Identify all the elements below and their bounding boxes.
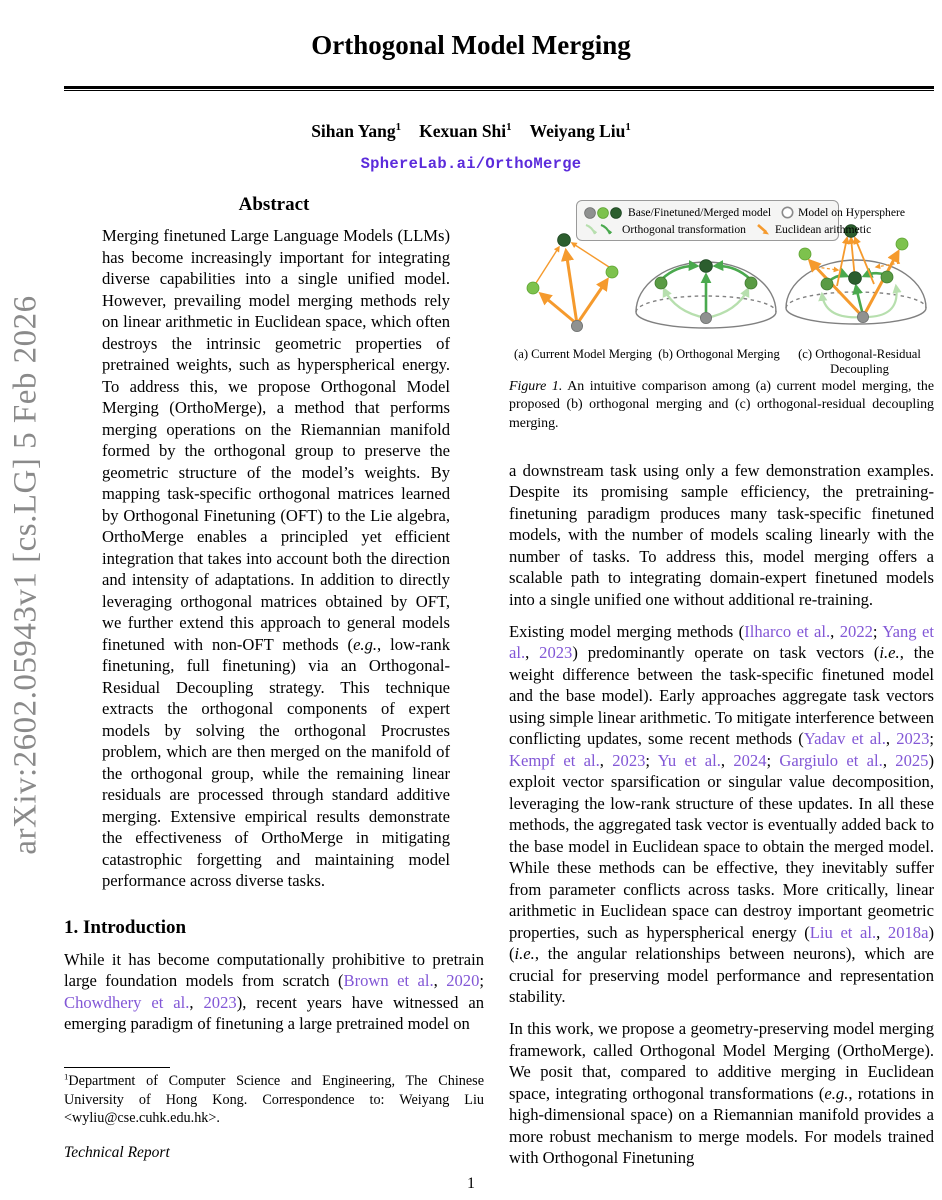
- right-paragraph-3: In this work, we propose a geometry-preserving model merging framework, called Orthogonal Model Merging (OrthoMerge). We posit that, compared to additive merging in Euclidean space, integrating orthogonal transformations (e.g., rotations in high-dimensional space) on a Riemannian manifold provides a more robust mechanism to merge models. For models trained with Orthogonal Finetuning: [509, 1019, 934, 1168]
- project-link[interactable]: SphereLab.ai/OrthoMerge: [360, 155, 582, 173]
- panel-c-label: (c) Orthogonal-Residual Decoupling: [798, 347, 921, 376]
- abstract-heading: Abstract: [238, 194, 310, 215]
- left-column: [64, 194, 484, 1162]
- section-heading-introduction: 1. Introduction: [64, 916, 187, 938]
- right-paragraph-2: Existing model merging methods (Ilharco et al., 2022; Yang et al., 2023) predominantly operate on task vectors (i.e., the weight difference between the task-specific finetuned model and the base model). Early approaches aggregate task vectors using simple linear arithmetic. To mitigate interference between conflicting updates, some recent methods (Yadav et al., 2023; Kempf et al., 2023; Yu et al., 2024; Gargiulo et al., 2025) exploit vector sparsification or singular value decomposition, leveraging the low-rank structure of these updates. In all these methods, the aggregated task vector is eventually added back to the base model in Euclidean space to obtain the merged model. While these methods can be effective, they inevitably suffer from parameter conflicts across tasks. More critically, linear arithmetic in Euclidean space can destroy important geometric properties, such as hyperspherical energy (Liu et al., 2018a) (i.e., the angular relationships between neurons), which are crucial for preserving model performance and representation stability.: [509, 621, 935, 1007]
- legend-euclidean-label: Euclidean arithmetic: [774, 223, 872, 236]
- figure-1: [509, 200, 934, 433]
- orthogonal-transform-arrows-icon: [584, 223, 618, 236]
- legend-row-arrows: [584, 223, 872, 236]
- figure-legend: [576, 200, 905, 241]
- legend-hypersphere-label: Model on Hypersphere: [798, 206, 905, 219]
- right-column: [509, 194, 935, 1168]
- figure-panel-labels: [509, 347, 934, 376]
- authors-line: Sihan Yang$^1$ Kexuan Shi$^1$ Weiyang Liu$^1$: [311, 121, 631, 141]
- hypersphere-circle-icon: [781, 206, 794, 219]
- figure-1-diagram: [509, 224, 934, 349]
- model-dots-icon: [584, 207, 624, 219]
- arxiv-watermark: arXiv:2602.05943v1 [cs.LG] 5 Feb 2026: [7, 295, 44, 855]
- panel-b-orthogonal-merging: [636, 260, 776, 328]
- panel-b-label: (b) Orthogonal Merging: [658, 347, 780, 361]
- legend-orthogonal-label: Orthogonal transformation: [622, 223, 746, 236]
- legend-models-label: Base/Finetuned/Merged model: [628, 206, 772, 219]
- paper-header: [0, 0, 942, 173]
- right-paragraph-1: a downstream task using only a few demonstration examples. Despite its promising sample efficiency, the pretraining-finetuning paradigm produces many task-specific finetuned models, with the number of models scaling linearly with the number of tasks. To address this, model merging offers a scalable path to integrating domain-expert finetuned models into a single unified one without additional re-training.: [509, 460, 934, 609]
- panel-a-current-merging: [527, 234, 618, 332]
- page-title: Orthogonal Model Merging: [311, 30, 631, 60]
- two-column-body: [64, 194, 935, 1168]
- legend-row-models: [584, 206, 905, 219]
- footnote-block: [64, 1067, 484, 1162]
- footnote-text: $^1$Department of Computer Science and Engineering, The Chinese University of Hong Kong. Correspondence to: Weiyang Liu <wyliu@cse.cuhk.edu.hk>.: [64, 1071, 484, 1126]
- figure-caption: Figure 1. An intuitive comparison among (a) current model merging, the proposed (b) orthogonal merging and (c) orthogonal-residual decoupling merging.: [509, 379, 935, 431]
- intro-paragraph: While it has become computationally prohibitive to pretrain large foundation models from scratch (Brown et al., 2020; Chowdhery et al., 2023), recent years have witnessed an emerging paradigm of finetuning a large pretrained model on: [64, 949, 485, 1033]
- page-number: 1: [467, 1175, 475, 1192]
- euclidean-arrow-icon: [756, 223, 771, 236]
- title-rule: [64, 86, 934, 91]
- footnote-rule: [64, 1067, 170, 1068]
- panel-a-label: (a) Current Model Merging: [514, 347, 652, 361]
- abstract-text: Merging finetuned Large Language Models (LLMs) has become increasingly important for integrating diverse capabilities into a single unified model. However, prevailing model merging methods rely on linear arithmetic in Euclidean space, which often destroys the intrinsic geometric properties of pretrained weights, such as hyperspherical energy. To address this, we propose Orthogonal Model Merging (OrthoMerge), a method that performs merging operations on the Riemannian manifold formed by the orthogonal group to preserve the geometric structure of the model’s weights. By mapping task-specific orthogonal matrices learned by Orthogonal Finetuning (OFT) to the Lie algebra, OrthoMerge enables a principled yet efficient integration that takes into account both the direction and intensity of adaptations. In addition to directly leveraging orthogonal matrices obtained by OFT, we further extend this approach to general models finetuned with non-OFT methods (e.g., low-rank finetuning, full finetuning) via an Orthogonal-Residual Decoupling strategy. This technique extracts the orthogonal components of expert models by solving the orthogonal Procrustes problem, which are then merged on the manifold of the orthogonal group, while the remaining linear residuals are processed through standard additive merging. Extensive empirical results demonstrate the effectiveness of OrthoMerge in mitigating catastrophic forgetting and maintaining model performance across diverse tasks.: [102, 226, 450, 890]
- technical-report-label: Technical Report: [64, 1144, 170, 1161]
